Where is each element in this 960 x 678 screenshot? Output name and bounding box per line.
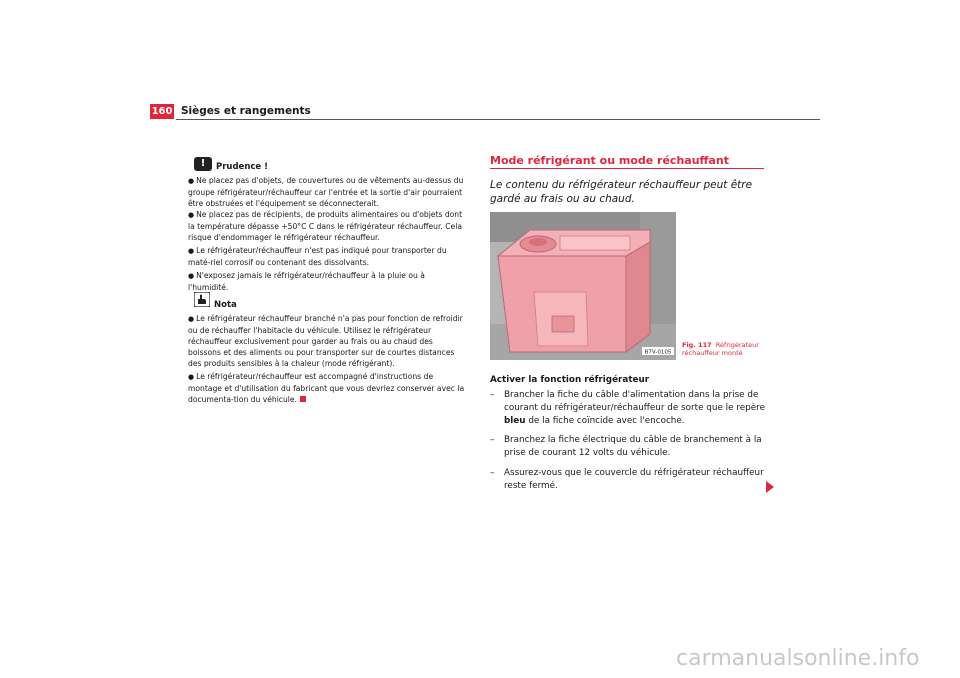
section-divider bbox=[490, 168, 764, 169]
warning-item: ● N'exposez jamais le réfrigérateur/réchauffeur à la pluie ou à l'humidité. bbox=[188, 271, 425, 292]
step-item: – Assurez-vous que le couvercle du réfrigérateur réchauffeur reste fermé. bbox=[490, 468, 764, 491]
warning-item: ● Ne placez pas de récipients, de produits alimentaires ou d'objets dont la température dépasse +50°C C dans le réfrigérateur réchauffeur. Cela risque d'endommager le réfrigérateur réchauffeur. bbox=[188, 210, 463, 242]
step-item: – Branchez la fiche électrique du câble de branchement à la prise de courant 12 volts du véhicule. bbox=[490, 435, 762, 458]
note-title: Nota bbox=[214, 300, 237, 310]
note-item: ● Le réfrigérateur réchauffeur branché n'a pas pour fonction de refroidir ou de réchauffer l'habitacle du véhicule. Utilisez le réfrigérateur réchauffeur exclusivement pour garder au frais ou au chaud des boissons et des aliments ou pour transporter sur de courtes distances des produits sensibles à la chaleur (mode réfrigérant). bbox=[188, 314, 463, 368]
bullet-icon: ● bbox=[188, 177, 195, 185]
bullet-icon: ● bbox=[188, 247, 195, 255]
bullet-icon: ● bbox=[188, 315, 195, 323]
page-title: Sièges et rangements bbox=[181, 105, 311, 117]
figure-fridge-image bbox=[490, 212, 676, 360]
continue-arrow-icon bbox=[766, 481, 774, 493]
section-end-icon bbox=[300, 396, 306, 402]
page-number: 160 bbox=[151, 106, 173, 117]
figure-caption-text: Réfrigérateur réchauffeur monté bbox=[682, 341, 759, 357]
warning-item: ● Ne placez pas d'objets, de couvertures ou de vêtements au-dessus du groupe réfrigérateur/réchauffeur car l'entrée et la sortie d'air pourraient être obstruées et l'équipement se déconnecterait. bbox=[188, 176, 464, 208]
section-lead: Le contenu du réfrigérateur réchauffeur peut être gardé au frais ou au chaud. bbox=[490, 179, 753, 205]
figure-caption bbox=[682, 341, 772, 357]
fridge-illustration bbox=[490, 212, 676, 360]
bullet-icon: ● bbox=[188, 211, 195, 219]
step-item: – Brancher la fiche du câble d'alimentation dans la prise de courant du réfrigérateur/réchauffeur de sorte que le repère bleu de la fiche coïncide avec l'encoche. bbox=[490, 390, 765, 426]
bullet-icon: ● bbox=[188, 272, 195, 280]
watermark: carmanualsonline.info bbox=[676, 646, 920, 671]
section-title: Mode réfrigérant ou mode réchauffant bbox=[490, 154, 729, 167]
bullet-icon: ● bbox=[188, 373, 195, 381]
note-hand-icon bbox=[194, 292, 210, 307]
header-divider bbox=[176, 119, 820, 120]
figure-code: B7V-0105 bbox=[644, 349, 672, 356]
warning-title: Prudence ! bbox=[216, 162, 269, 172]
note-item: ● Le réfrigérateur/réchauffeur est accompagné d'instructions de montage et d'utilisation du fabricant que vous devriez conserver avec la documenta-tion du véhicule. bbox=[188, 372, 465, 404]
figure-caption-label: Fig. 117 bbox=[682, 341, 712, 349]
warning-item: ● Le réfrigérateur/réchauffeur n'est pas indiqué pour transporter du maté-riel corrosif ou contenant des dissolvants. bbox=[188, 246, 447, 267]
step-heading: Activer la fonction réfrigérateur bbox=[490, 375, 650, 385]
warning-exclamation-icon: ! bbox=[194, 157, 212, 171]
